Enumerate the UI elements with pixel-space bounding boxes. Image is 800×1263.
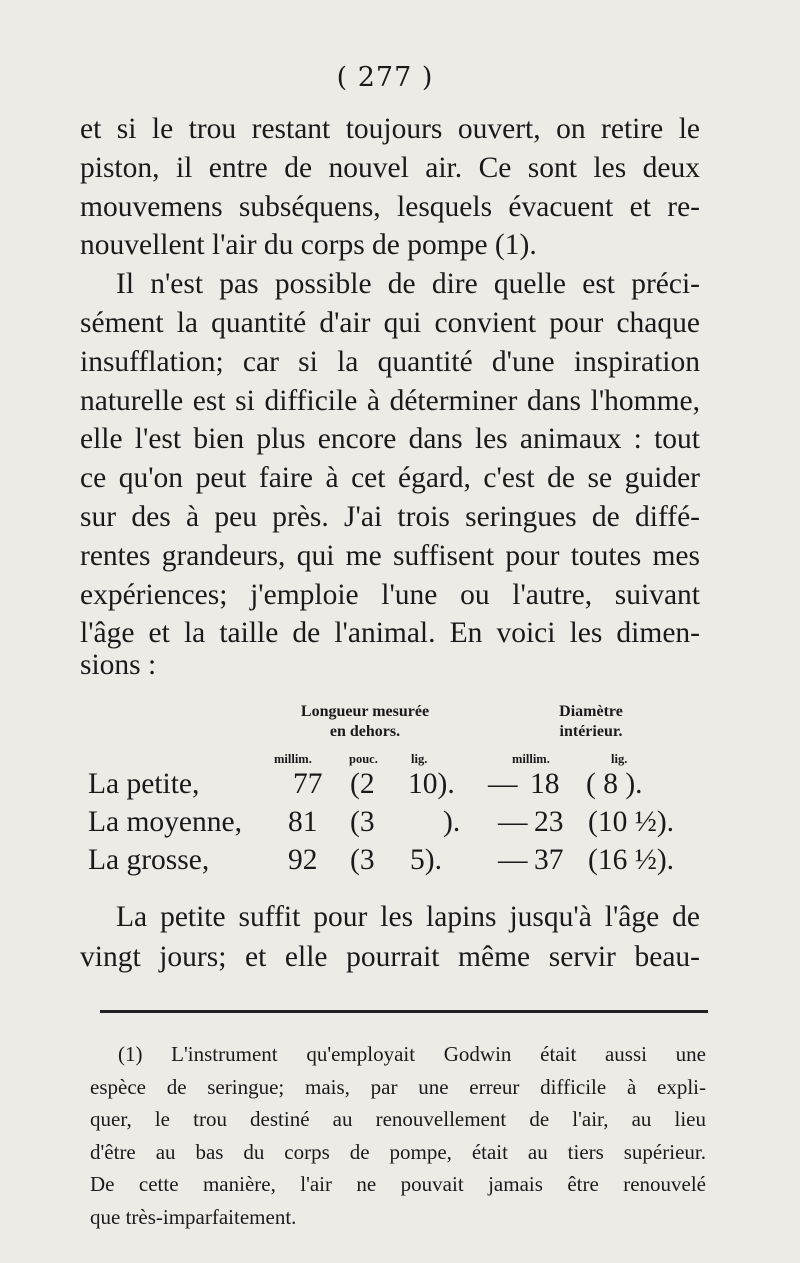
length-lig: 5). xyxy=(410,844,442,876)
footnote-line: De cette manière, l'air ne pouvait jamais être renouvelé xyxy=(90,1172,706,1196)
text-line: ce qu'on peut faire à cet égard, c'est de se guider xyxy=(80,462,700,495)
text-line: l'âge et la taille de l'animal. En voici les dimen- xyxy=(80,617,700,650)
main-text xyxy=(80,110,700,682)
text-line: sions : xyxy=(80,649,157,682)
length-header-line: en dehors. xyxy=(329,723,401,740)
text-line: et si le trou restant toujours ouvert, on retire le xyxy=(80,113,700,145)
diameter-header xyxy=(536,702,646,742)
length-header xyxy=(280,702,450,742)
length-mm: 77 xyxy=(293,768,323,800)
text-line: sur des à peu près. J'ai trois seringues de diffé- xyxy=(80,500,700,533)
table-row xyxy=(88,806,708,846)
length-pouc: (3 xyxy=(350,844,375,876)
text-line: insufflation; car si la quantité d'une inspiration xyxy=(80,345,700,378)
diameter-mm: 37 xyxy=(534,844,564,876)
length-mm: 92 xyxy=(288,844,318,876)
text-line: La petite suffit pour les lapins jusqu'à l'âge de xyxy=(116,901,700,933)
dash: — xyxy=(488,768,518,800)
table-row xyxy=(88,844,708,884)
text-line: naturelle est si difficile à déterminer dans l'homme, xyxy=(80,384,700,417)
footnote-line: quer, le trou destiné au renouvellement de l'air, au lieu xyxy=(90,1107,706,1131)
length-lig: ). xyxy=(443,806,461,838)
footnote-line: (1) L'instrument qu'employait Godwin était aussi une xyxy=(118,1042,706,1066)
page-number: ( 277 ) xyxy=(336,62,434,93)
syringe-name: La grosse, xyxy=(88,844,210,876)
length-mm: 81 xyxy=(288,806,318,838)
footnote-line: espèce de seringue; mais, par une erreur difficile à expli- xyxy=(90,1074,706,1099)
text-line: expériences; j'emploie l'une ou l'autre, suivant xyxy=(80,578,700,611)
footnote-line: d'être au bas du corps de pompe, était au tiers supérieur. xyxy=(90,1139,706,1164)
text-line: mouvemens subséquens, lesquels évacuent et re- xyxy=(80,190,700,223)
continuation-text xyxy=(80,897,700,977)
diameter-lig: (10 ½). xyxy=(588,806,675,838)
table-row xyxy=(88,768,708,808)
text-line: piston, il entre de nouvel air. Ce sont les deux xyxy=(80,151,700,184)
dash: — xyxy=(498,806,528,838)
dash: — xyxy=(498,844,528,876)
diameter-header-line: Diamètre xyxy=(559,703,623,720)
syringe-name: La petite, xyxy=(88,768,200,800)
text-line: vingt jours; et elle pourrait même servir beau- xyxy=(80,941,700,973)
text-line: nouvellent l'air du corps de pompe (1). xyxy=(80,229,537,262)
unit-pouc: pouc. xyxy=(349,752,378,766)
length-pouc: (2 xyxy=(350,768,375,800)
diameter-header-line: intérieur. xyxy=(559,723,623,740)
text-line: rentes grandeurs, qui me suffisent pour toutes mes xyxy=(80,539,700,572)
syringe-name: La moyenne, xyxy=(88,806,242,838)
unit-millim: millim. xyxy=(274,752,312,766)
text-line: sément la quantité d'air qui convient pour chaque xyxy=(80,306,700,339)
text-line: Il n'est pas possible de dire quelle est préci- xyxy=(116,268,700,301)
diameter-mm: 23 xyxy=(534,806,564,838)
length-pouc: (3 xyxy=(350,806,375,838)
length-lig: 10). xyxy=(408,768,455,800)
text-line: elle l'est bien plus encore dans les animaux : tout xyxy=(80,423,700,456)
unit-lig: lig. xyxy=(411,752,428,766)
diameter-lig: ( 8 ). xyxy=(586,768,643,800)
footnote xyxy=(90,1038,706,1233)
unit-lig: lig. xyxy=(611,752,628,766)
unit-millim: millim. xyxy=(512,752,550,766)
diameter-lig: (16 ½). xyxy=(588,844,675,876)
length-header-line: Longueur mesurée xyxy=(300,703,430,720)
diameter-mm: 18 xyxy=(530,768,560,800)
footnote-rule xyxy=(100,1010,708,1013)
footnote-line: que très-imparfaitement. xyxy=(90,1204,297,1229)
